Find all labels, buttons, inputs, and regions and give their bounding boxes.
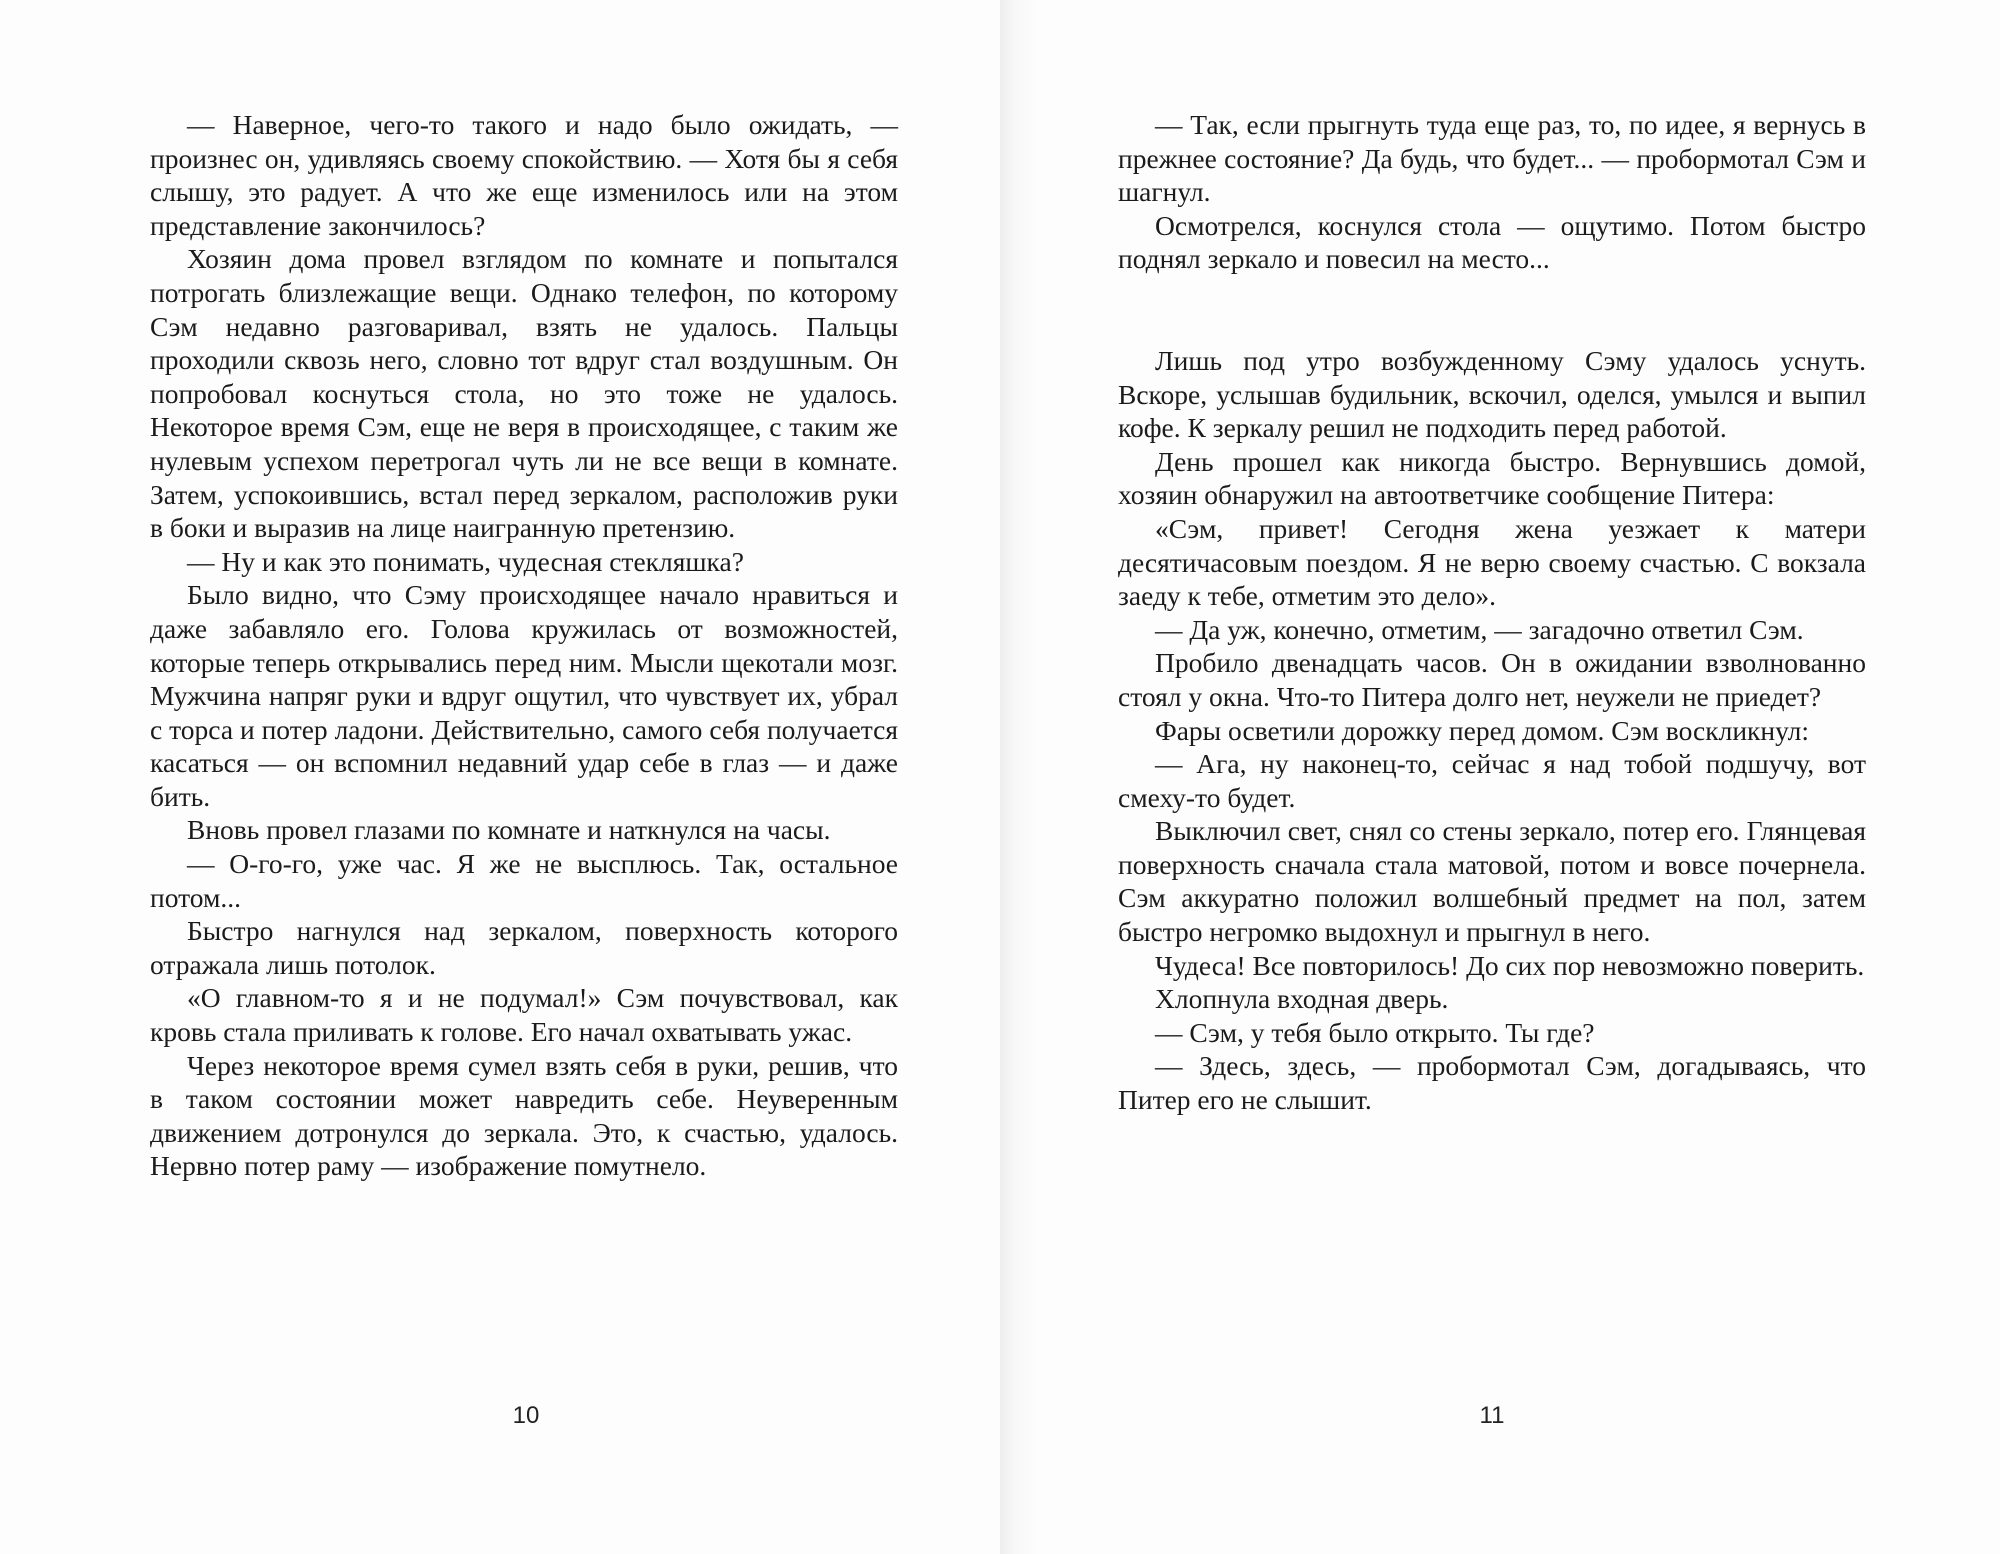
paragraph: Вновь провел глазами по комнате и наткнулся на часы. <box>187 814 831 846</box>
left-page-text <box>150 108 898 1183</box>
paragraph: — Ну и как это понимать, чудесная стекляшка? <box>187 545 744 577</box>
paragraph: Быстро нагнулся над зеркалом, поверхность которого отражала лишь потолок. <box>150 915 898 980</box>
paragraph: «О главном-то я и не подумал!» Сэм почувствовал, как кровь стала приливать к голове. Его начал охватывать ужас. <box>150 982 898 1048</box>
paragraph: «Сэм, привет! Сегодня жена уезжает к матери десятичасовым поездом. Я не верю своему счастью. С вокзала заеду к тебе, отметим это дело». <box>1118 512 1866 612</box>
paragraph: — Так, если прыгнуть туда еще раз, то, по идее, я вернусь в прежнее состояние? Да будь, что будет... — пробормотал Сэм и шагнул. <box>1118 109 1866 208</box>
page-number-right: 11 <box>1479 1402 1505 1429</box>
paragraph: Было видно, что Сэму происходящее начало нравиться и даже забавляло его. Голова кружилась от возможностей, которые теперь открывались перед ним. Мысли щекотали мозг. Мужчина напряг руки и вдруг ощутил, что чувствует их, убрал с торса и потер ладони. Действительно, самого себя получается касаться — он вспомнил недавний удар себе в глаз — и даже бить. <box>150 579 898 812</box>
paragraph: День прошел как никогда быстро. Вернувшись домой, хозяин обнаружил на автоответчике сообщение Питера: <box>1118 445 1866 511</box>
paragraph: Через некоторое время сумел взять себя в руки, решив, что в таком состоянии может навредить себе. Неуверенным движением дотронулся до зеркала. Это, к счастью, удалось. Нервно потер раму — изображение помутнело. <box>150 1049 898 1182</box>
section-break <box>1118 276 1866 344</box>
paragraph: — О-го-го, уже час. Я же не высплюсь. Так, остальное потом... <box>150 848 898 913</box>
paragraph: Фары осветили дорожку перед домом. Сэм воскликнул: <box>1155 714 1810 746</box>
paragraph: — Здесь, здесь, — пробормотал Сэм, догадываясь, что Питер его не слышит. <box>1118 1050 1866 1116</box>
right-page-text <box>1118 108 1866 1117</box>
paragraph: — Наверное, чего-то такого и надо было ожидать, — произнес он, удивляясь своему спокойствию. — Хотя бы я себя слышу, это радует. А что же еще изменилось или на этом представление закончилось? <box>150 109 898 241</box>
paragraph: Хлопнула входная дверь. <box>1155 983 1449 1015</box>
book-gutter <box>1000 0 1040 1554</box>
page-number-left: 10 <box>512 1402 540 1429</box>
paragraph: Осмотрелся, коснулся стола — ощутимо. Потом быстро поднял зеркало и повесил на место... <box>1118 209 1866 275</box>
paragraph: Лишь под утро возбужденному Сэму удалось уснуть. Вскоре, услышав будильник, вскочил, оделся, умылся и выпил кофе. К зеркалу решил не подходить перед работой. <box>1118 344 1866 444</box>
paragraph: Пробило двенадцать часов. Он в ожидании взволнованно стоял у окна. Что-то Питера долго нет, неужели не приедет? <box>1118 647 1866 712</box>
paragraph: — Сэм, у тебя было открыто. Ты где? <box>1155 1016 1595 1048</box>
paragraph: — Да уж, конечно, отметим, — загадочно ответил Сэм. <box>1155 613 1804 645</box>
paragraph: — Ага, ну наконец-то, сейчас я над тобой подшучу, вот смеху-то будет. <box>1118 748 1866 813</box>
paragraph: Выключил свет, снял со стены зеркало, потер его. Глянцевая поверхность сначала стала матовой, потом и вовсе почернела. Сэм аккуратно положил волшебный предмет на пол, затем быстро негромко выдохнул и прыгнул в него. <box>1118 815 1866 948</box>
paragraph: Чудеса! Все повторилось! До сих пор невозможно поверить. <box>1155 949 1865 981</box>
paragraph: Хозяин дома провел взглядом по комнате и попытался потрогать близлежащие вещи. Однако телефон, по которому Сэм недавно разговаривал, взять не удалось. Пальцы проходили сквозь него, словно тот вдруг стал воздушным. Он попробовал коснуться стола, но это тоже не удалось. Некоторое время Сэм, еще не веря в происходящее, с таким же нулевым успехом перетрогал чуть ли не все вещи в комнате. Затем, успокоившись, встал перед зеркалом, расположив руки в боки и выразив на лице наигранную претензию. <box>150 243 898 544</box>
